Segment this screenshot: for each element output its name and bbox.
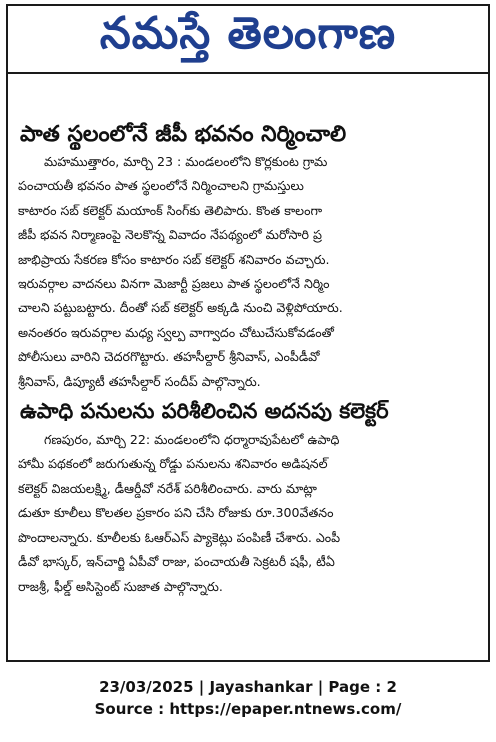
article2-line: హామీ పథకంలో జరుగుతున్న రోడ్డు పనులను శనివారం అడిషనల్ [18, 456, 328, 472]
article1-line: పోలీసులు వారిని చెదరగొట్టారు. తహసీల్దార్ శ్రీనివాస్, ఎంపీడీవో [18, 349, 320, 365]
newspaper-masthead [8, 6, 488, 74]
footer-date-edition: 23/03/2025 | Jayashankar | Page : 2 [99, 678, 397, 696]
article1-line: జీపీ భవన నిర్మాణంపై నెలకొన్న వివాదం నేపథ్యంలో మరోసారి ప్ర [18, 227, 322, 243]
article1-line: కాటారం సబ్ కలెక్టర్ మయాంక్ సింగ్‌కు తెలిపారు. కొంత కాలంగా [18, 202, 323, 218]
clipping-footer [0, 676, 496, 720]
article2-line: డీవో భాస్కర్, ఇన్‌చార్జి ఏపీవో రాజు, పంచాయతీ సెక్రటరీ షఫీ, టీఏ [18, 554, 335, 570]
article2-body [8, 428, 488, 599]
article1-line: చాలని పట్టుబట్టారు. దీంతో సబ్ కలెక్టర్ అక్కడి నుంచి వెళ్లిపోయారు. [18, 300, 343, 316]
article1-headline: పాత స్థలంలోనే జీపీ భవనం నిర్మించాలి [20, 122, 347, 147]
article1-line: ఇరువర్గాల వాదనలు వినగా మెజార్టీ ప్రజలు పాత స్థలంలోనే నిర్మిం [18, 276, 330, 292]
article1-headline-wrap [8, 120, 488, 150]
article2-line: డుతూ కూలీలు కొలతల ప్రకారం పని చేసి రోజుకు రూ.300వేతనం [18, 505, 334, 521]
article1-line: జాభిప్రాయ సేకరణ కోసం కాటారం సబ్ కలెక్టర్ శనివారం వచ్చారు. [18, 251, 330, 267]
article2-headline: ఉపాధి పనులను పరిశీలించిన అదనపు కలెక్టర్ [20, 399, 389, 424]
article1-line: అనంతరం ఇరువర్గాల మధ్య స్వల్ప వాగ్వాదం చోటుచేసుకోవడంతో [18, 324, 334, 340]
article2-line: రాజశ్రీ, ఫీల్డ్ అసిస్టెంట్ సుజాత పాల్గొన్నారు. [18, 578, 223, 594]
article1-line: శ్రీనివాస్, డిప్యూటీ తహసీల్దార్ సందీప్ పాల్గొన్నారు. [18, 373, 261, 389]
article2-line: గణపురం, మార్చి 22: మండలంలోని ధర్మారావుపేటలో ఉపాధి [44, 432, 340, 448]
masthead-title: నమస్తే తెలంగాణ [99, 8, 397, 59]
article2-line: పొందాలన్నారు. కూలీలకు ఓఆర్ఎస్ ప్యాకెట్లు పంపిణీ చేశారు. ఎంపీ [18, 529, 341, 545]
footer-source: Source : https://epaper.ntnews.com/ [94, 700, 402, 718]
news-clipping [6, 4, 490, 662]
article2-line: కలెక్టర్ విజయలక్ష్మి, డీఆర్డీవో నరేశ్ పరిశీలించారు. వారు మాట్లా [18, 480, 317, 496]
article1-line: పంచాయతీ భవనం పాత స్థలంలోనే నిర్మించాలని గ్రామస్తులు [18, 178, 304, 194]
article1-body [8, 150, 488, 394]
article1-line: మహముత్తారం, మార్చి 23 : మండలంలోని కొర్లకుంట గ్రామ [44, 154, 328, 169]
